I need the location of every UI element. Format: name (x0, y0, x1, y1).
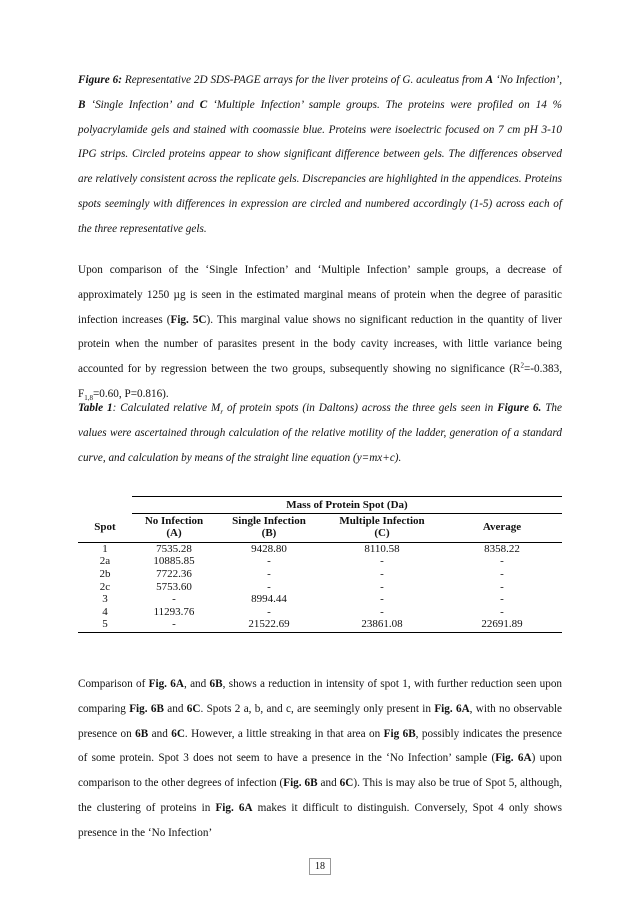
figure-reference: 6C (186, 702, 201, 715)
table-cell: 10885.85 (153, 555, 195, 568)
table-cell: - (500, 580, 504, 593)
column-header-multiple-infection: Multiple Infection (C) (322, 513, 442, 542)
table-cell: 8358.22 (484, 542, 520, 555)
table-label: Table 1 (78, 402, 113, 414)
table-cell: 1 (102, 542, 108, 555)
figure-reference: Fig. 5C (170, 313, 207, 326)
table-row (78, 555, 562, 568)
paragraph-text: . However, a little streaking in that area on (184, 727, 384, 740)
body-paragraph-2 (78, 672, 562, 846)
table-cell: 23861.08 (322, 618, 442, 632)
figure-reference: Fig. 6A (434, 702, 470, 715)
caption-ref-b: B (78, 98, 86, 111)
paragraph-text: and (163, 702, 187, 715)
column-header-no-infection: No Infection (A) (132, 513, 216, 542)
column-header-spot (78, 513, 132, 542)
protein-mass-table (78, 496, 562, 633)
figure-reference: Figure 6. (497, 402, 542, 414)
table-cell: - (267, 580, 271, 593)
table-group-header-row (78, 497, 562, 514)
table-cell: 8110.58 (364, 542, 400, 555)
caption-text: ‘Multiple Infection’ sample groups. The proteins were profiled on 14 % polyacrylamide gels and stained with coomassie blue. Proteins were isoelectric focused on 7 cm pH 3-10 IPG strips. Circled proteins appear to show significant difference between gels. The differences observed are relatively consistent across the replicate gels. Discrepancies are highlighted in the appendices. Proteins spots seemingly with differences in expression are circled and numbered accordingly (1-5) across each of the three representative gels. (78, 98, 562, 235)
paragraph-text: ). This marginal value shows no significant reduction in the quantity of liver protein when the number of parasites present in the body cavity increases, with little variance being accounted for by regression between the two groups, subsequently showing no significance (R (78, 313, 562, 376)
subscript: 1,8 (84, 394, 93, 403)
caption-text: ‘No Infection’, (493, 74, 562, 86)
paragraph-text: Comparison of (78, 678, 149, 690)
paragraph-text: =0.60, P=0.816). (92, 387, 169, 400)
paragraph-text: , possibly indicates the presence of some protein. Spot 3 does not seem to have a presence in the ‘No Infection’ sample ( (78, 727, 562, 765)
table-row (78, 568, 562, 581)
table-cell: 2c (99, 580, 111, 593)
table-cell: - (380, 593, 384, 606)
paragraph-text: . Spots 2 a, b, and c, are seemingly only present in (200, 702, 435, 715)
table-cell: - (267, 555, 271, 568)
subscript: r (220, 408, 224, 417)
table-cell: - (172, 593, 176, 606)
table-cell: 2b (99, 567, 111, 580)
table-cell: 4 (102, 605, 108, 618)
paragraph-text: makes it difficult to distinguish. Conversely, Spot 4 only shows presence in the ‘No Infection’ (78, 801, 562, 839)
table-cell: - (380, 580, 384, 593)
paragraph-text: , with no observable presence on (78, 702, 563, 740)
table-cell: 22691.89 (442, 618, 562, 632)
caption-ref-c: C (199, 98, 208, 111)
figure-caption (78, 68, 562, 242)
caption-text: ‘Single Infection’ and (85, 98, 200, 111)
figure-reference: Fig 6B (383, 727, 416, 740)
caption-text: Representative 2D SDS-PAGE arrays for the liver proteins of G. aculeatus from (121, 74, 486, 86)
paragraph-text: and (317, 777, 340, 790)
table-header-blank (78, 497, 132, 514)
paragraph-text: Upon comparison of the ‘Single Infection’ and ‘Multiple Infection’ sample groups, a decrease of approximately 1250 µg is seen in the estimated marginal means of protein when the degree of parasitic infection increases ( (78, 264, 562, 326)
table-cell: - (500, 593, 504, 606)
caption-ref-a: A (485, 74, 494, 86)
table-header-row (78, 513, 562, 542)
paragraph-text: , shows a reduction in intensity of spot 1, with further reduction seen upon comparing (78, 678, 563, 715)
table-cell: - (132, 618, 216, 632)
table-cell: 3 (102, 593, 108, 606)
table-cell: 2a (99, 555, 111, 568)
table-row (78, 542, 562, 555)
table-cell: - (380, 567, 384, 580)
figure-reference: Fig. 6A (495, 752, 532, 765)
paragraph-text: ) upon comparison to the other degrees of infection ( (78, 752, 562, 790)
caption-text: The values were ascertained through calculation of the relative motility of the ladder, generation of a standard curve, and calculation by means of the straight line equation (y=mx+c). (78, 402, 562, 464)
table-row (78, 581, 562, 594)
table-cell: - (267, 605, 271, 618)
table-row (78, 593, 562, 606)
table-cell: - (380, 555, 384, 568)
caption-text: of protein spots (in Daltons) across the three gels seen in (223, 402, 498, 414)
table-row (78, 618, 562, 632)
table-cell: - (267, 567, 271, 580)
figure-reference: 6B (209, 678, 223, 690)
figure-reference: Fig. 6A (148, 678, 184, 690)
paragraph-text: and (148, 727, 172, 740)
paragraph-text: ). This is may also be true of Spot 5, although, the clustering of proteins in (78, 777, 563, 814)
table-cell: 9428.80 (251, 542, 287, 555)
table-cell: 7535.28 (156, 542, 192, 555)
table-caption (78, 396, 562, 470)
table-cell: 5 (78, 618, 132, 632)
body-paragraph-1 (78, 258, 562, 407)
column-header: Spot (94, 520, 116, 533)
column-header-average: Average (442, 513, 562, 542)
table-group-header: Mass of Protein Spot (Da) (132, 497, 562, 514)
table-cell: - (500, 605, 504, 618)
table-body (78, 542, 562, 632)
table-cell: 11293.76 (153, 605, 195, 618)
table-cell: 21522.69 (216, 618, 322, 632)
caption-text: : Calculated relative M (112, 402, 221, 414)
figure-reference: Fig. 6B (283, 777, 318, 790)
table-cell: 8994.44 (251, 593, 287, 606)
figure-reference: 6C (171, 727, 185, 740)
table-cell: 7722.36 (156, 567, 192, 580)
table-cell: - (380, 605, 384, 618)
figure-reference: 6B (135, 727, 149, 740)
figure-reference: Fig. 6A (215, 801, 253, 814)
figure-label: Figure 6: (78, 74, 122, 86)
figure-reference: Fig. 6B (129, 702, 164, 715)
table-row (78, 606, 562, 619)
superscript: 2 (520, 361, 524, 370)
table-cell: - (500, 567, 504, 580)
paragraph-text: , and (183, 678, 210, 690)
page-number: 18 (309, 858, 331, 875)
column-header-single-infection: Single Infection (B) (216, 513, 322, 542)
figure-reference: 6C (339, 777, 354, 790)
table-cell: 5753.60 (156, 580, 192, 593)
paragraph-text: =-0.383, F (78, 363, 562, 400)
table-cell: - (500, 555, 504, 568)
